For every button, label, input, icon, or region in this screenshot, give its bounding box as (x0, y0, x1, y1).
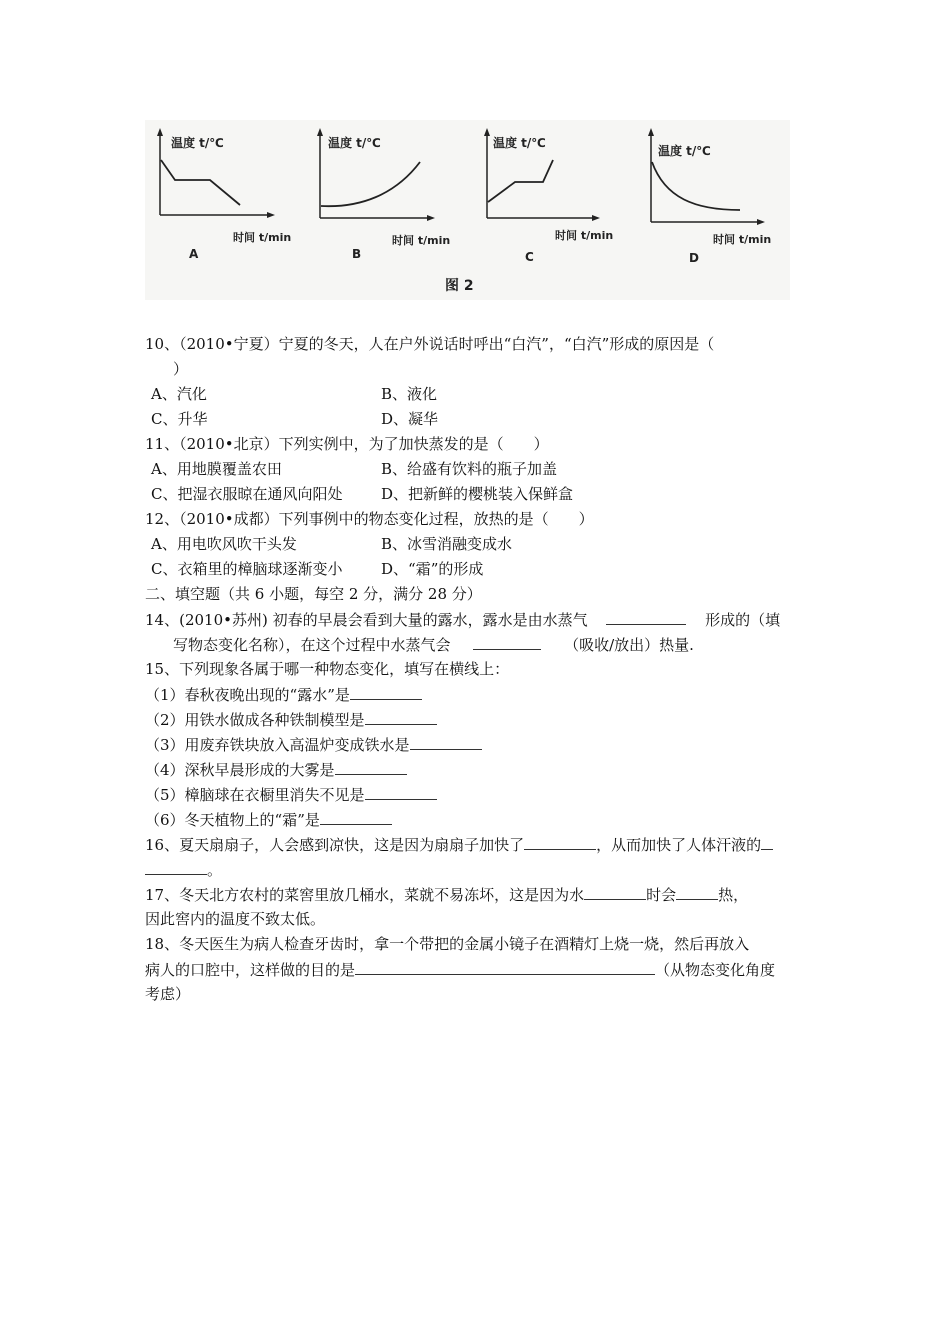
q15-item-3-text: （3）用废弃铁块放入高温炉变成铁水是 (145, 736, 410, 754)
q16-blank-2a (761, 832, 773, 850)
graph-b-panel-label: B (352, 247, 362, 261)
q12-option-d: D、“霜”的形成 (381, 560, 484, 578)
q16-line2 (145, 857, 815, 882)
q18-line2 (145, 957, 815, 982)
q10-stem-cont: ） (173, 360, 189, 378)
section-2-heading: 二、填空题（共 6 小题，每空 2 分，满分 28 分） (145, 585, 482, 603)
q10-option-a: A、汽化 (151, 385, 207, 403)
graph-c-x-label: 时间 t/min (555, 229, 614, 242)
q15-item-1 (145, 682, 815, 707)
q18-line1: 18、冬天医生为病人检查牙齿时，拿一个带把的金属小镜子在酒精灯上烧一烧，然后再放入 (145, 935, 750, 953)
q18-part2: 病人的口腔中，这样做的目的是 (145, 961, 356, 979)
q15-item-4 (145, 757, 815, 782)
q16-part2: ，从而加快了人体汗液的 (596, 836, 762, 854)
q14-part4: （吸收/放出）热量. (564, 636, 694, 654)
q16-blank-2b (145, 857, 207, 875)
q18-part3: （从物态变化角度 (655, 961, 776, 979)
q15-item-4-text: （4）深秋早晨形成的大雾是 (145, 761, 335, 779)
q17-blank-1 (584, 882, 646, 900)
graph-d-y-label: 温度 t/℃ (658, 144, 711, 158)
graph-b (317, 128, 450, 261)
graph-c-panel-label: C (525, 250, 534, 264)
q11-options-row2 (145, 482, 815, 507)
q11-option-c: C、把湿衣服晾在通风向阳处 (151, 485, 343, 503)
q15-item-6-text: （6）冬天植物上的“霜”是 (145, 811, 320, 829)
q14-blank-2 (473, 632, 541, 650)
q14-part2: 形成的（填 (705, 611, 781, 629)
question-list (145, 332, 815, 1007)
graphs-svg (145, 120, 790, 300)
q12-options-row1 (145, 532, 815, 557)
graph-a-panel-label: A (189, 247, 199, 261)
figure-caption: 图 2 (445, 278, 474, 294)
q14-line1 (145, 607, 815, 632)
q14-part3: 写物态变化名称），在这个过程中水蒸气会 (173, 636, 451, 654)
q14-part1: 14、(2010•苏州) 初春的早晨会看到大量的露水，露水是由水蒸气 (145, 611, 588, 629)
q16-part3: 。 (207, 861, 223, 879)
q11-option-a: A、用地膜覆盖农田 (151, 460, 282, 478)
graph-d-panel-label: D (689, 251, 699, 265)
q10-option-c: C、升华 (151, 410, 208, 428)
q16-part1: 16、夏天扇扇子，人会感到凉快，这是因为扇扇子加快了 (145, 836, 525, 854)
q15-blank-3 (410, 732, 482, 750)
temperature-graphs-figure (145, 120, 790, 300)
q16-blank-1 (524, 832, 596, 850)
q12-option-b: B、冰雪消融变成水 (381, 535, 513, 553)
graph-a-y-label: 温度 t/℃ (171, 136, 224, 150)
q12-option-a: A、用电吹风吹干头发 (151, 535, 297, 553)
q17-part1: 17、冬天北方农村的菜窖里放几桶水，菜就不易冻坏，这是因为水 (145, 886, 585, 904)
q15-item-2 (145, 707, 815, 732)
q17-line1 (145, 882, 815, 907)
graph-c-y-label: 温度 t/℃ (493, 136, 546, 150)
q15-item-1-text: （1）春秋夜晚出现的“露水”是 (145, 686, 350, 704)
q15-blank-5 (365, 782, 437, 800)
graph-d-x-label: 时间 t/min (713, 233, 772, 246)
q15-blank-6 (320, 807, 392, 825)
q15-blank-1 (350, 682, 422, 700)
q14-blank-1 (606, 607, 686, 625)
q15-blank-2 (365, 707, 437, 725)
q18-line3: 考虑） (145, 985, 191, 1003)
q16-line1 (145, 832, 815, 857)
q15-item-6 (145, 807, 815, 832)
q17-blank-2 (676, 882, 718, 900)
q12-option-c: C、衣箱里的樟脑球逐渐变小 (151, 560, 343, 578)
q10-stem: 10、（2010•宁夏）宁夏的冬天，人在户外说话时呼出“白汽”，“白汽”形成的原因是（ (145, 335, 715, 353)
graph-d (648, 128, 771, 265)
q15-blank-4 (335, 757, 407, 775)
q18-blank (355, 957, 655, 975)
q11-option-b: B、给盛有饮料的瓶子加盖 (381, 460, 558, 478)
q10-option-b: B、液化 (381, 385, 438, 403)
q12-options-row2 (145, 557, 815, 582)
q14-line2 (145, 632, 815, 657)
q15-item-5 (145, 782, 815, 807)
q12-stem: 12、（2010•成都）下列事例中的物态变化过程，放热的是（ ） (145, 510, 594, 528)
q11-stem: 11、（2010•北京）下列实例中，为了加快蒸发的是（ ） (145, 435, 549, 453)
q15-item-3 (145, 732, 815, 757)
graph-b-y-label: 温度 t/℃ (328, 136, 381, 150)
q11-option-d: D、把新鲜的樱桃装入保鲜盒 (381, 485, 574, 503)
graph-a-x-label: 时间 t/min (233, 231, 292, 244)
graph-c (484, 128, 613, 264)
q17-part3: 热， (718, 886, 749, 904)
q11-options-row1 (145, 457, 815, 482)
q15-item-5-text: （5）樟脑球在衣橱里消失不见是 (145, 786, 365, 804)
q10-options-row2 (145, 407, 815, 432)
q15-item-2-text: （2）用铁水做成各种铁制模型是 (145, 711, 365, 729)
q17-part2: 时会 (646, 886, 677, 904)
q17-line2: 因此窖内的温度不致太低。 (145, 910, 326, 928)
q10-option-d: D、凝华 (381, 410, 439, 428)
graph-a (157, 128, 291, 261)
q10-options-row1 (145, 382, 815, 407)
graph-b-x-label: 时间 t/min (392, 234, 451, 247)
q15-stem: 15、下列现象各属于哪一种物态变化，填写在横线上： (145, 660, 510, 678)
